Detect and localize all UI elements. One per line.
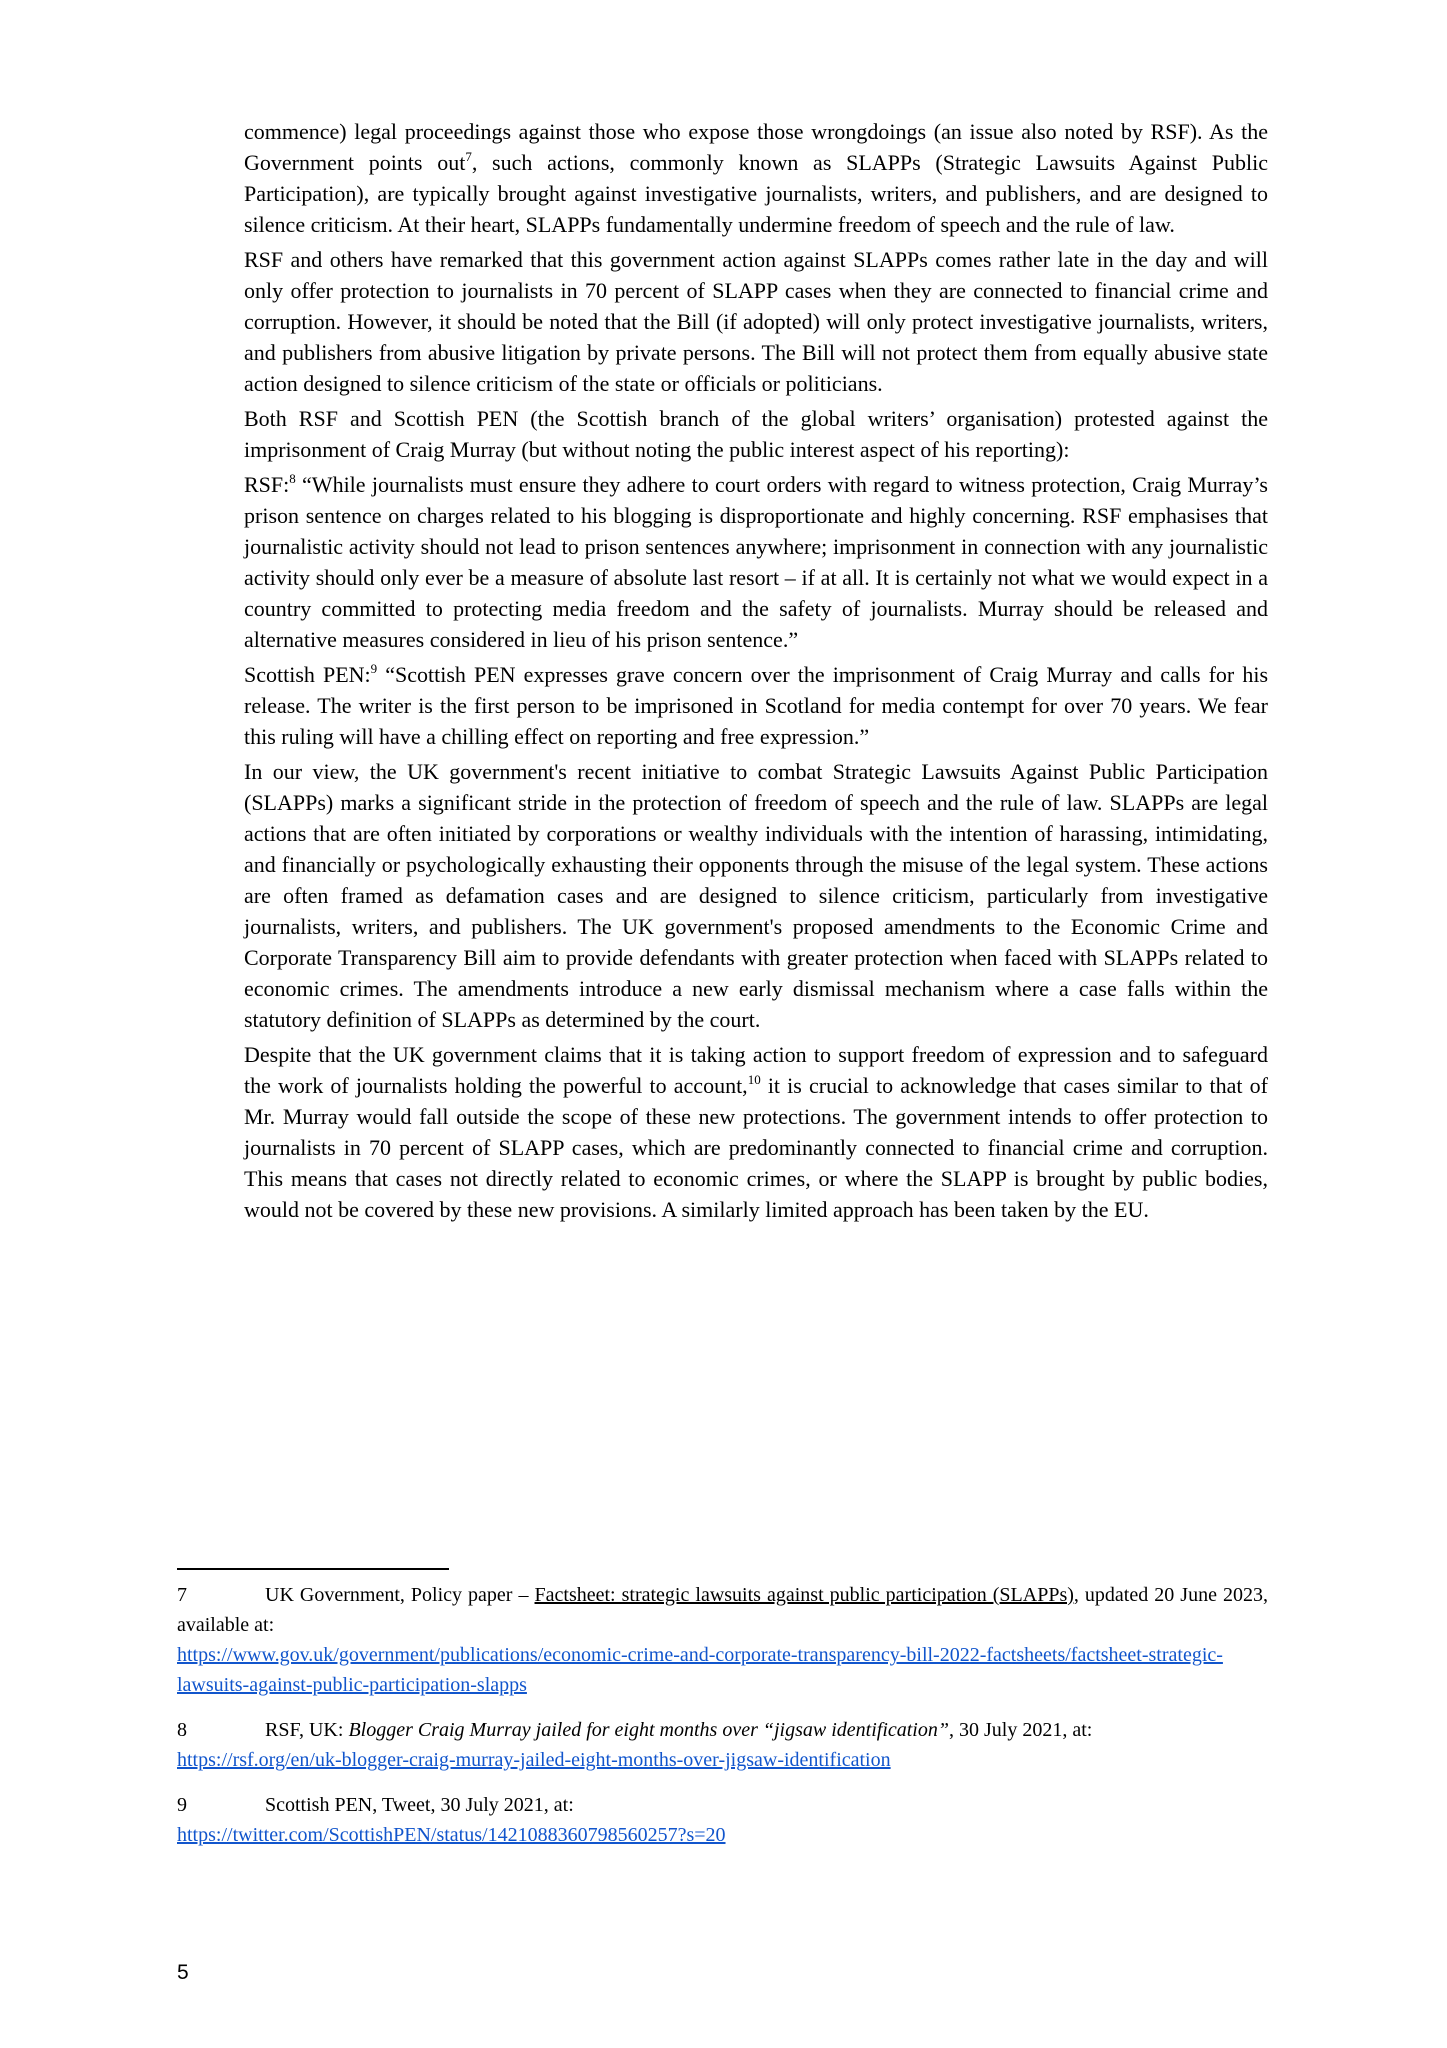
body-paragraph-2 [244, 244, 1268, 399]
paragraph-text: Both RSF and Scottish PEN (the Scottish branch of the global writers’ organisation) protested against the imprisonment of Craig Murray (but without noting the public interest aspect of his reporting): [244, 406, 1268, 462]
footnote-link[interactable]: https://twitter.com/ScottishPEN/status/1421088360798560257?s=20 [177, 1824, 726, 1846]
paragraph-text: Despite that the UK government claims that it is taking action to support freedom of expression and to safeguard the work of journalists holding the powerful to account, [244, 1042, 1268, 1098]
body-paragraph-3 [244, 403, 1268, 465]
footnote-7 [177, 1580, 1268, 1700]
paragraph-text: RSF: [244, 472, 290, 497]
body-paragraph-7 [244, 1039, 1268, 1225]
footnote-number: 7 [177, 1584, 187, 1606]
footnote-8 [177, 1715, 1268, 1775]
body-paragraph-1 [244, 116, 1268, 240]
footnote-reference: 9 [370, 661, 378, 676]
footnote-separator [177, 1568, 449, 1570]
footnote-text: UK Government, Policy paper – [265, 1584, 535, 1606]
paragraph-text: it is crucial to acknowledge that cases similar to that of Mr. Murray would fall outside the scope of these new protections. The government intends to offer protection to journalists in 70 percent of SLAPP cases, which are predominantly connected to financial crime and corruption. This means that cases not directly related to economic crimes, or where the SLAPP is brought by public bodies, would not be covered by these new provisions. A similarly limited approach has been taken by the EU. [244, 1073, 1268, 1222]
footnote-text: RSF, UK: [265, 1719, 349, 1741]
footnote-link[interactable]: https://www.gov.uk/government/publications/economic-crime-and-corporate-transparency-bill-2022-factsheets/factsheet-strategic-lawsuits-against-public-participation-slapps [177, 1644, 1223, 1696]
footnote-reference: 10 [747, 1072, 761, 1087]
paragraph-text: “Scottish PEN expresses grave concern over the imprisonment of Craig Murray and calls for his release. The writer is the first person to be imprisoned in Scotland for media contempt for over 70 years. We fear this ruling will have a chilling effect on reporting and free expression.” [244, 662, 1268, 749]
footnote-number: 8 [177, 1719, 187, 1741]
body-paragraph-6 [244, 756, 1268, 1035]
footnotes-block [177, 1580, 1268, 1865]
body-paragraph-5 [244, 659, 1268, 752]
footnote-link[interactable]: https://rsf.org/en/uk-blogger-craig-murray-jailed-eight-months-over-jigsaw-identification [177, 1749, 891, 1771]
footnote-reference: 8 [289, 471, 296, 486]
footnote-text: Scottish PEN, Tweet, 30 July 2021, at: [265, 1794, 574, 1816]
paragraph-text: In our view, the UK government's recent initiative to combat Strategic Lawsuits Against Public Participation (SLAPPs) marks a significant stride in the protection of freedom of speech and the rule of law. SLAPPs are legal actions that are often initiated by corporations or wealthy individuals with the intention of harassing, intimidating, and financially or psychologically exhausting their opponents through the misuse of the legal system. These actions are often framed as defamation cases and are designed to silence criticism, particularly from investigative journalists, writers, and publishers. The UK government's proposed amendments to the Economic Crime and Corporate Transparency Bill aim to provide defendants with greater protection when faced with SLAPPs related to economic crimes. The amendments introduce a new early dismissal mechanism where a case falls within the statutory definition of SLAPPs as determined by the court. [244, 759, 1268, 1032]
paragraph-text: Scottish PEN: [244, 662, 371, 687]
cited-title: Factsheet: strategic lawsuits against public participation (SLAPPs) [534, 1584, 1074, 1606]
page-number: 5 [177, 1961, 189, 1984]
footnote-number: 9 [177, 1794, 187, 1816]
footnote-text: , updated 20 June 2023, available at: [177, 1584, 1268, 1636]
footnote-reference: 7 [465, 149, 472, 164]
paragraph-text: , such actions, commonly known as SLAPPs (Strategic Lawsuits Against Public Participation), are typically brought against investigative journalists, writers, and publishers, and are designed to silence criticism. At their heart, SLAPPs fundamentally undermine freedom of speech and the rule of law. [244, 150, 1268, 237]
paragraph-text: commence) legal proceedings against those who expose those wrongdoings (an issue also noted by RSF). As the Government points out [244, 119, 1268, 175]
footnote-9 [177, 1790, 1268, 1850]
body-text-block [244, 116, 1268, 1229]
paragraph-text: “While journalists must ensure they adhere to court orders with regard to witness protection, Craig Murray’s prison sentence on charges related to his blogging is disproportionate and highly concerning. RSF emphasises that journalistic activity should not lead to prison sentences anywhere; imprisonment in connection with any journalistic activity should only ever be a measure of absolute last resort – if at all. It is certainly not what we would expect in a country committed to protecting media freedom and the safety of journalists. Murray should be released and alternative measures considered in lieu of his prison sentence.” [244, 472, 1268, 652]
cited-title: Blogger Craig Murray jailed for eight months over “jigsaw identification” [348, 1719, 949, 1741]
footnote-text: , 30 July 2021, at: [948, 1719, 1093, 1741]
paragraph-text: RSF and others have remarked that this government action against SLAPPs comes rather late in the day and will only offer protection to journalists in 70 percent of SLAPP cases when they are connected to financial crime and corruption. However, it should be noted that the Bill (if adopted) will only protect investigative journalists, writers, and publishers from abusive litigation by private persons. The Bill will not protect them from equally abusive state action designed to silence criticism of the state or officials or politicians. [244, 247, 1268, 396]
body-paragraph-4 [244, 469, 1268, 655]
